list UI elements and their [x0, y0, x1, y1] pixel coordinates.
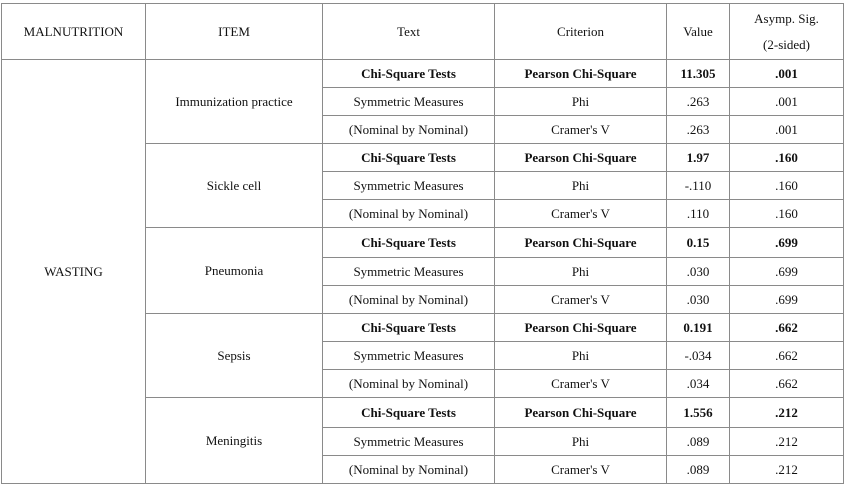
value-cell: 1.556	[667, 398, 730, 428]
criterion-cell: Cramer's V	[495, 456, 667, 484]
sig-cell: .212	[730, 398, 844, 428]
value-cell: .110	[667, 200, 730, 228]
sig-cell: .160	[730, 200, 844, 228]
text-cell: Symmetric Measures	[323, 172, 495, 200]
header-asymp-sig	[730, 4, 844, 60]
sig-cell: .212	[730, 456, 844, 484]
value-cell: -.110	[667, 172, 730, 200]
criterion-cell: Phi	[495, 342, 667, 370]
criterion-cell: Pearson Chi-Square	[495, 144, 667, 172]
header-asymp-sig-line2: (2-sided)	[763, 36, 810, 52]
header-malnutrition: MALNUTRITION	[2, 4, 146, 60]
item-name: Pneumonia	[146, 228, 323, 314]
sig-cell: .699	[730, 258, 844, 286]
item-name: Meningitis	[146, 398, 323, 484]
text-cell: Chi-Square Tests	[323, 60, 495, 88]
value-cell: .089	[667, 428, 730, 456]
text-cell: Chi-Square Tests	[323, 398, 495, 428]
header-asymp-sig-line1: Asymp. Sig.	[754, 10, 819, 26]
value-cell: .034	[667, 370, 730, 398]
value-cell: 11.305	[667, 60, 730, 88]
sig-cell: .001	[730, 116, 844, 144]
text-cell: (Nominal by Nominal)	[323, 456, 495, 484]
criterion-cell: Pearson Chi-Square	[495, 314, 667, 342]
criterion-cell: Phi	[495, 172, 667, 200]
sig-cell: .662	[730, 342, 844, 370]
table-row	[2, 60, 844, 88]
value-cell: 0.15	[667, 228, 730, 258]
header-row	[2, 4, 844, 60]
text-cell: (Nominal by Nominal)	[323, 286, 495, 314]
criterion-cell: Cramer's V	[495, 200, 667, 228]
header-text: Text	[323, 4, 495, 60]
header-value: Value	[667, 4, 730, 60]
value-cell: 0.191	[667, 314, 730, 342]
header-criterion: Criterion	[495, 4, 667, 60]
value-cell: .263	[667, 88, 730, 116]
criterion-cell: Phi	[495, 88, 667, 116]
sig-cell: .160	[730, 172, 844, 200]
text-cell: Chi-Square Tests	[323, 314, 495, 342]
sig-cell: .699	[730, 228, 844, 258]
criterion-cell: Pearson Chi-Square	[495, 60, 667, 88]
criterion-cell: Cramer's V	[495, 286, 667, 314]
criterion-cell: Pearson Chi-Square	[495, 398, 667, 428]
text-cell: Symmetric Measures	[323, 428, 495, 456]
criterion-cell: Phi	[495, 258, 667, 286]
item-name: Immunization practice	[146, 60, 323, 144]
text-cell: Chi-Square Tests	[323, 144, 495, 172]
text-cell: (Nominal by Nominal)	[323, 200, 495, 228]
item-name: Sickle cell	[146, 144, 323, 228]
text-cell: (Nominal by Nominal)	[323, 116, 495, 144]
sig-cell: .001	[730, 60, 844, 88]
sig-cell: .699	[730, 286, 844, 314]
sig-cell: .160	[730, 144, 844, 172]
value-cell: -.034	[667, 342, 730, 370]
criterion-cell: Phi	[495, 428, 667, 456]
text-cell: (Nominal by Nominal)	[323, 370, 495, 398]
criterion-cell: Pearson Chi-Square	[495, 228, 667, 258]
sig-cell: .212	[730, 428, 844, 456]
text-cell: Chi-Square Tests	[323, 228, 495, 258]
header-item: ITEM	[146, 4, 323, 60]
group-label-wasting: WASTING	[2, 60, 146, 484]
value-cell: .030	[667, 258, 730, 286]
text-cell: Symmetric Measures	[323, 88, 495, 116]
item-name: Sepsis	[146, 314, 323, 398]
value-cell: .089	[667, 456, 730, 484]
sig-cell: .662	[730, 314, 844, 342]
value-cell: .263	[667, 116, 730, 144]
value-cell: 1.97	[667, 144, 730, 172]
chi-square-results-table	[1, 3, 844, 484]
criterion-cell: Cramer's V	[495, 116, 667, 144]
sig-cell: .001	[730, 88, 844, 116]
criterion-cell: Cramer's V	[495, 370, 667, 398]
text-cell: Symmetric Measures	[323, 342, 495, 370]
sig-cell: .662	[730, 370, 844, 398]
value-cell: .030	[667, 286, 730, 314]
text-cell: Symmetric Measures	[323, 258, 495, 286]
